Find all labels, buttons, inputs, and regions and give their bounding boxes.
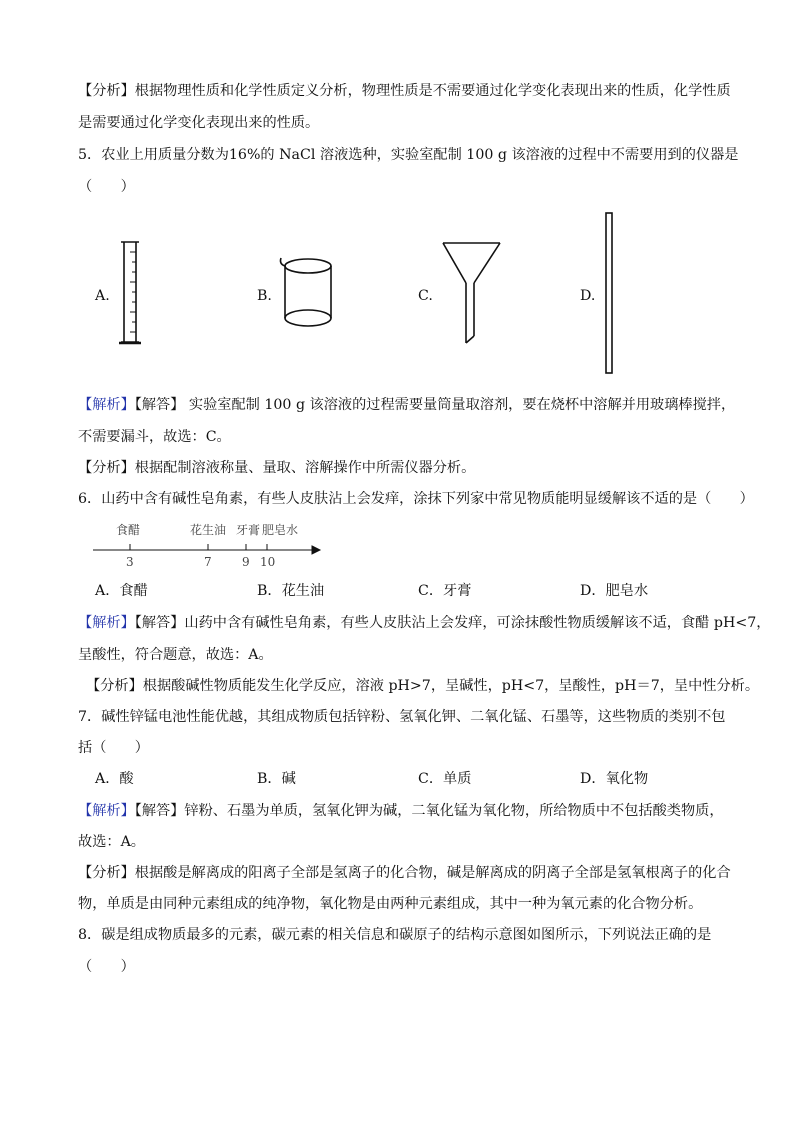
q7-jieda-1: 【解答】锌粉、石墨为单质，氢氧化钾为碱，二氧化锰为氧化物，所给物质中不包括酸类物质， — [134, 803, 724, 819]
funnel-icon — [443, 243, 500, 343]
q7-answer-line-2: 故选：A。 — [78, 834, 145, 850]
q5-analysis: 【分析】根据配制溶液称量、量取、溶解操作中所需仪器分析。 — [78, 460, 476, 476]
beaker-icon — [281, 258, 332, 326]
q5-stem-2: （ ） — [78, 179, 135, 195]
ph-value-7: 7 — [204, 555, 212, 569]
q6-answer-line-2: 呈酸性，符合题意，故选：A。 — [78, 647, 273, 663]
q6-option-d: D．肥皂水 — [580, 583, 649, 599]
ph-value-3: 3 — [126, 555, 134, 569]
q7-stem-1: 7．碱性锌锰电池性能优越，其组成物质包括锌粉、氢氧化钾、二氧化锰、石墨等，这些物质的类别不包 — [78, 709, 726, 725]
q6-analysis: 【分析】根据酸碱性物质能发生化学反应，溶液 pH>7，呈碱性，pH<7，呈酸性，pH＝7，呈中性分析。 — [86, 678, 760, 694]
q5-jieda-1: 【解答】 实验室配制 100 g 该溶液的过程需要量筒量取溶剂，要在烧杯中溶解并用玻璃棒搅拌， — [134, 397, 736, 413]
ph-label-toothpaste: 牙膏 — [236, 523, 261, 537]
q6-answer-line-1 — [78, 613, 770, 633]
q7-option-a: A．酸 — [95, 771, 134, 787]
q5-jiexi-tag: 【解析】 — [78, 397, 135, 413]
glass-rod-icon — [606, 213, 612, 373]
q7-analysis-2: 物，单质是由同种元素组成的纯净物，氧化物是由两种元素组成，其中一种为氧元素的化合物分析。 — [78, 896, 703, 912]
q7-stem-2: 括（ ） — [78, 740, 149, 756]
q5-answer-line-1 — [78, 395, 735, 415]
q7-option-c: C．单质 — [418, 771, 472, 787]
q5-option-a: A. — [95, 288, 110, 304]
ph-label-peanut-oil: 花生油 — [190, 523, 227, 537]
q5-option-c: C. — [418, 288, 433, 304]
q5-option-b: B. — [257, 288, 272, 304]
q5-answer-line-2: 不需要漏斗，故选：C。 — [78, 429, 231, 445]
q5-stem-1: 5．农业上用质量分数为16%的 NaCl 溶液选种，实验室配制 100 g 该溶液的过程中不需要用到的仪器是 — [78, 147, 739, 163]
ph-value-10: 10 — [260, 555, 276, 569]
ph-label-vinegar: 食醋 — [116, 523, 141, 537]
q7-option-d: D．氧化物 — [580, 771, 649, 787]
ph-value-9: 9 — [242, 555, 250, 569]
ph-label-soap-water: 肥皂水 — [262, 523, 299, 537]
q6-option-b: B．花生油 — [257, 583, 325, 599]
q7-option-b: B．碱 — [257, 771, 296, 787]
q8-stem-1: 8．碳是组成物质最多的元素，碳元素的相关信息和碳原子的结构示意图如图所示，下列说法正确的是 — [78, 927, 712, 943]
q5-option-d: D. — [580, 288, 596, 304]
q6-stem: 6．山药中含有碱性皂角素，有些人皮肤沾上会发痒，涂抹下列家中常见物质能明显缓解该不适的是（ ） — [78, 491, 754, 507]
q6-jieda-1: 【解答】山药中含有碱性皂角素，有些人皮肤沾上会发痒，可涂抹酸性物质缓解该不适，食醋 pH<7， — [134, 615, 771, 631]
analysis-line-1: 【分析】根据物理性质和化学性质定义分析，物理性质是不需要通过化学变化表现出来的性质，化学性质 — [78, 83, 731, 99]
q6-option-c: C．牙膏 — [418, 583, 472, 599]
q7-analysis-1: 【分析】根据酸是解离成的阳离子全部是氢离子的化合物，碱是解离成的阴离子全部是氢氧根离子的化合 — [78, 865, 731, 881]
q6-jiexi-tag: 【解析】 — [78, 615, 135, 631]
q7-jiexi-tag: 【解析】 — [78, 803, 135, 819]
analysis-line-2: 是需要通过化学变化表现出来的性质。 — [78, 115, 320, 131]
q8-stem-2: （ ） — [78, 959, 135, 975]
q7-answer-line-1 — [78, 801, 724, 821]
q6-option-a: A．食醋 — [95, 583, 148, 599]
graduated-cylinder-icon — [119, 242, 141, 343]
